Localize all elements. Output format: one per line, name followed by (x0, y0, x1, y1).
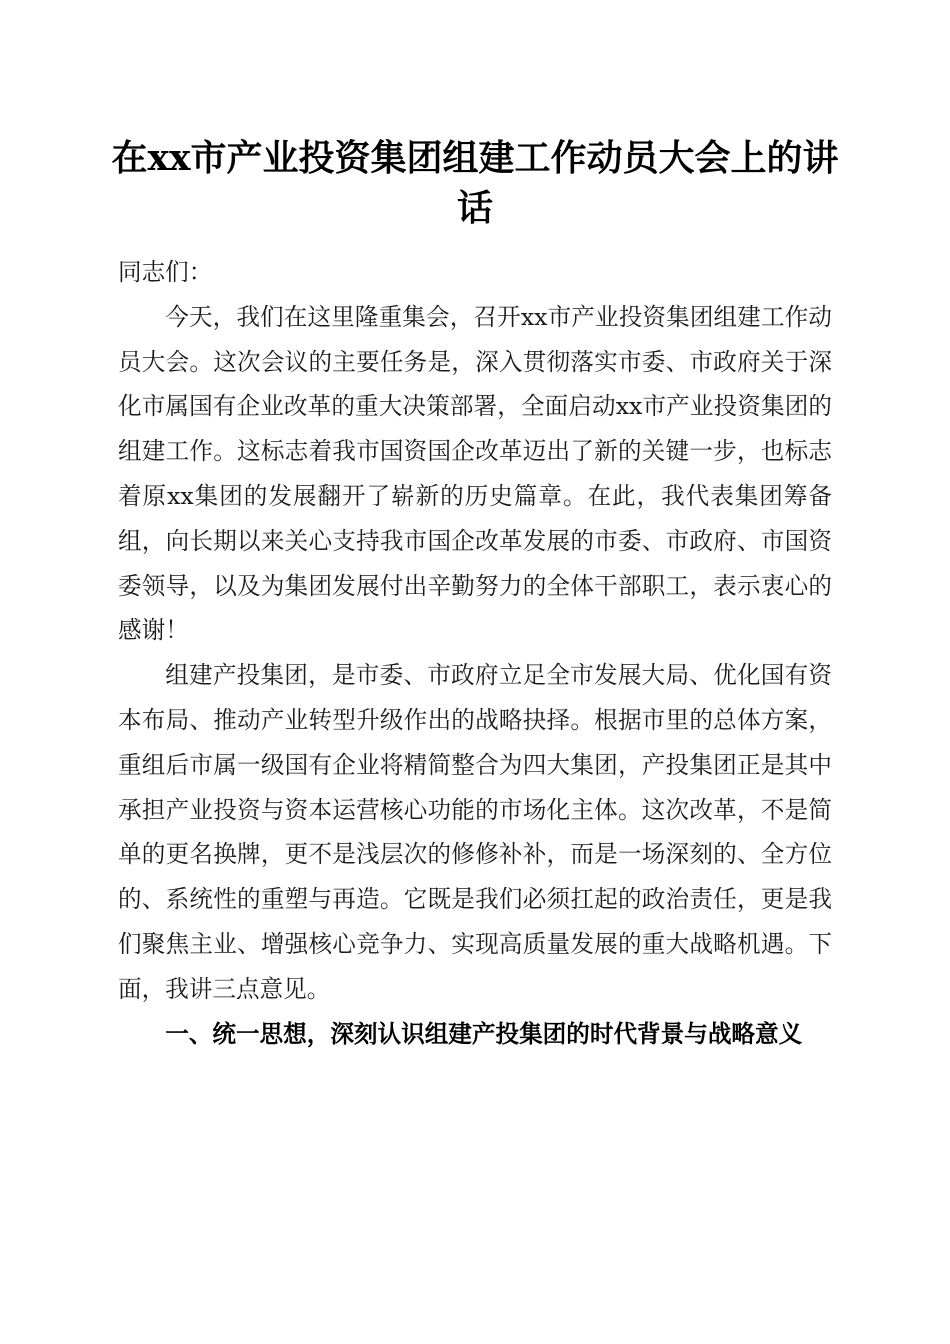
document-body (118, 250, 832, 1056)
section-heading: 一、统一思想，深刻认识组建产投集团的时代背景与战略意义 (165, 1019, 803, 1048)
paragraph: 今天，我们在这里隆重集会，召开xx市产业投资集团组建工作动员大会。这次会议的主要任务是，深入贯彻落实市委、市政府关于深化市属国有企业改革的重大决策部署，全面启动xx市产业投资集团的组建工作。这标志着我市国资国企改革迈出了新的关键一步，也标志着原xx集团的发展翻开了崭新的历史篇章。在此，我代表集团筹备组，向长期以来关心支持我市国企改革发展的市委、市政府、市国资委领导，以及为集团发展付出辛勤努力的全体干部职工，表示衷心的感谢！ (118, 302, 832, 645)
salutation: 同志们： (118, 258, 213, 286)
paragraph: 组建产投集团，是市委、市政府立足全市发展大局、优化国有资本布局、推动产业转型升级作出的战略抉择。根据市里的总体方案，重组后市属一级国有企业将精简整合为四大集团，产投集团正是其中承担产业投资与资本运营核心功能的市场化主体。这次改革，不是简单的更名换牌，更不是浅层次的修修补补，而是一场深刻的、全方位的、系统性的重塑与再造。它既是我们必须扛起的政治责任，更是我们聚焦主业、增强核心竞争力、实现高质量发展的重大战略机遇。下面，我讲三点意见。 (118, 661, 832, 1003)
document-title: 在xx市产业投资集团组建工作动员大会上的讲话 (111, 137, 839, 229)
